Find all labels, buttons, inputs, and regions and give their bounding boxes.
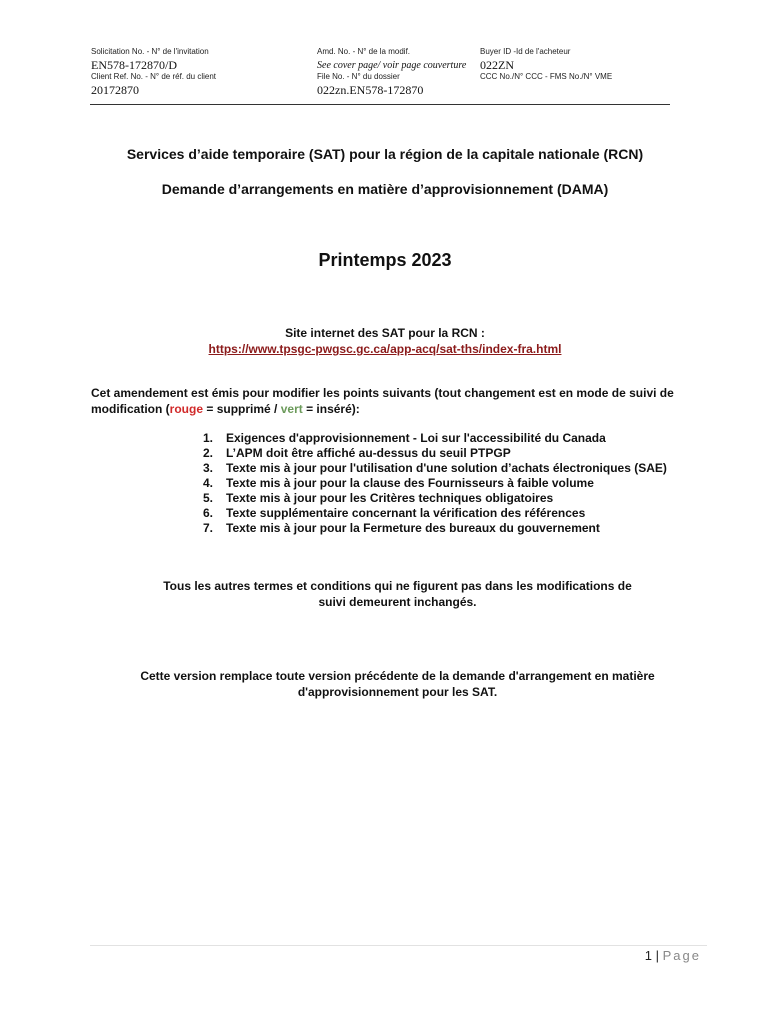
- change-list: [203, 431, 667, 536]
- list-item: [203, 431, 667, 446]
- version-note: [0, 668, 770, 700]
- site-link[interactable]: https://www.tpsgc-pwgsc.gc.ca/app-acq/sat-ths/index-fra.html: [208, 342, 562, 356]
- note-line-2: suivi demeurent inchangés.: [318, 595, 477, 609]
- list-number: 5.: [203, 491, 214, 505]
- client-ref-label: Client Ref. No. - N° de réf. du client: [91, 72, 217, 81]
- page-number: 1: [644, 948, 653, 963]
- document-title: Services d’aide temporaire (SAT) pour la région de la capitale nationale (RCN): [126, 146, 644, 162]
- list-item: [203, 521, 667, 536]
- document-subtitle: Demande d’arrangements en matière d’approvisionnement (DAMA): [161, 181, 609, 197]
- version-line-2: d'approvisionnement pour les SAT.: [297, 685, 498, 699]
- list-number: 7.: [203, 521, 214, 535]
- list-number: 6.: [203, 506, 214, 520]
- page-footer: [645, 948, 701, 963]
- season-heading: Printemps 2023: [318, 250, 452, 270]
- list-text: Texte mis à jour pour l'utilisation d'une solution d’achats électroniques (SAE): [226, 461, 667, 475]
- solicitation-label: Solicitation No. - N° de l'invitation: [91, 47, 209, 56]
- list-text: Texte mis à jour pour la Fermeture des bureaux du gouvernement: [226, 521, 600, 535]
- list-number: 1.: [203, 431, 214, 445]
- intro-text-3: = inséré):: [302, 401, 360, 416]
- intro-text-2: = supprimé /: [203, 401, 281, 416]
- buyer-value: 022ZN: [480, 58, 514, 72]
- solicitation-value: EN578-172870/D: [91, 58, 177, 72]
- list-number: 3.: [203, 461, 214, 475]
- file-value: 022zn.EN578-172870: [317, 83, 424, 97]
- list-text: Exigences d'approvisionnement - Loi sur l'accessibilité du Canada: [226, 431, 606, 445]
- site-label: Site internet des SAT pour la RCN :: [285, 326, 485, 340]
- version-line-1: Cette version remplace toute version précédente de la demande d'arrangement en matière: [140, 669, 655, 683]
- list-item: [203, 446, 667, 461]
- unchanged-terms-note: [0, 578, 770, 610]
- intro-text-1: Cet amendement est émis pour modifier les points suivants (tout changement est en mode de suivi de modification (: [91, 386, 674, 416]
- client-ref-value: 20172870: [91, 83, 139, 97]
- list-item: [203, 506, 667, 521]
- note-line-1: Tous les autres termes et conditions qui ne figurent pas dans les modifications de: [163, 579, 632, 593]
- list-number: 4.: [203, 476, 214, 490]
- list-item: [203, 461, 667, 476]
- list-text: Texte mis à jour pour la clause des Fournisseurs à faible volume: [226, 476, 594, 490]
- amendment-intro: [91, 386, 711, 417]
- page-word: Page: [662, 948, 701, 963]
- legend-inserted: vert: [280, 401, 303, 416]
- list-number: 2.: [203, 446, 214, 460]
- list-text: Texte mis à jour pour les Critères techniques obligatoires: [226, 491, 554, 505]
- header-divider: [90, 104, 670, 105]
- amd-value: See cover page/ voir page couverture: [317, 60, 467, 71]
- list-text: Texte supplémentaire concernant la vérification des références: [226, 506, 586, 520]
- list-item: [203, 476, 667, 491]
- buyer-label: Buyer ID -Id de l'acheteur: [480, 47, 571, 56]
- list-text: L’APM doit être affiché au-dessus du seuil PTPGP: [226, 446, 511, 460]
- ccc-label: CCC No./N° CCC - FMS No./N° VME: [480, 72, 613, 81]
- page-separator: |: [652, 948, 663, 963]
- list-item: [203, 491, 667, 506]
- legend-deleted: rouge: [169, 401, 204, 416]
- amd-label: Amd. No. - N° de la modif.: [317, 47, 411, 56]
- footer-divider: [90, 945, 707, 946]
- file-label: File No. - N° du dossier: [317, 72, 400, 81]
